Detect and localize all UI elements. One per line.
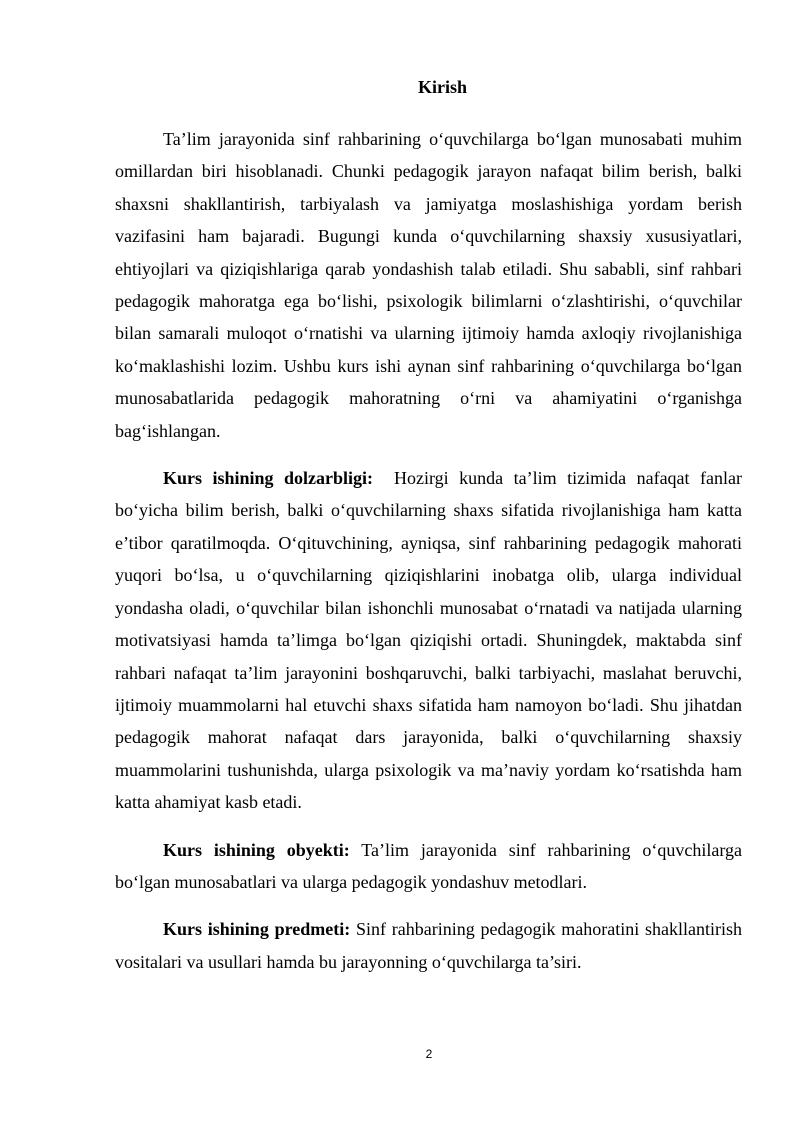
- subject-text: Sinf rahbarining pedagogik mahoratini shakllantirish vositalari va usullari hamda bu jarayonning o‘quvchilarga ta’siri.: [115, 919, 743, 972]
- document-page: [115, 76, 742, 978]
- subject-label: Kurs ishining predmeti:: [163, 919, 351, 940]
- object-text: Ta’lim jarayonida sinf rahbarining o‘quvchilarga bo‘lgan munosabatlari va ularga pedagogik yondashuv metodlari.: [115, 839, 742, 892]
- section-title: Kirish: [417, 77, 467, 97]
- relevance-label: Kurs ishining dolzarbligi:: [163, 468, 374, 489]
- subject-paragraph: [115, 913, 742, 978]
- object-paragraph: [115, 834, 742, 899]
- object-label: Kurs ishining obyekti:: [163, 839, 350, 860]
- relevance-text: Hozirgi kunda ta’lim tizimida nafaqat fanlar bo‘yicha bilim berish, balki o‘quvchilarning shaxs sifatida rivojlanishiga ham katta e’tibor qaratilmoqda. O‘qituvchining, ayniqsa, sinf rahbarining pedagogik mahorati yuqori bo‘lsa, u o‘quvchilarning qiziqishlarini inobatga olib, ularga individual yondasha oladi, o‘quvchilar bilan ishonchli munosabat o‘rnatadi va natijada ularning motivatsiyasi hamda ta’limga bo‘lgan qiziqishi ortadi. Shuningdek, maktabda sinf rahbari nafaqat ta’lim jarayonini boshqaruvchi, balki tarbiyachi, maslahat beruvchi, ijtimoiy muammolarni hal etuvchi shaxs sifatida ham namoyon bo‘ladi. Shu jihatdan pedagogik mahorat nafaqat dars jarayonida, balki o‘quvchilarning shaxsiy muammolarini tushunishda, ularga psixologik va ma’naviy yordam ko‘rsatishda ham katta ahamiyat kasb etadi.: [115, 468, 743, 813]
- intro-paragraph: Ta’lim jarayonida sinf rahbarining o‘quvchilarga bo‘lgan munosabati muhim omillardan biri hisoblanadi. Chunki pedagogik jarayon nafaqat bilim berish, balki shaxsni shakllantirish, tarbiyalash va jamiyatga moslashishiga yordam berish vazifasini ham bajaradi. Bugungi kunda o‘quvchilarning shaxsiy xususiyatlari, ehtiyojlari va qiziqishlariga qarab yondashish talab etiladi. Shu sababli, sinf rahbari pedagogik mahoratga ega bo‘lishi, psixologik bilimlarni o‘zlashtirishi, o‘quvchilar bilan samarali muloqot o‘rnatishi va ularning ijtimoiy hamda axloqiy rivojlanishiga ko‘maklashishi lozim. Ushbu kurs ishi aynan sinf rahbarining o‘quvchilarga bo‘lgan munosabatlarida pedagogik mahoratning o‘rni va ahamiyatini o‘rganishga bag‘ishlangan.: [115, 129, 742, 441]
- page-number: 2: [425, 1047, 433, 1061]
- relevance-paragraph: [115, 462, 742, 818]
